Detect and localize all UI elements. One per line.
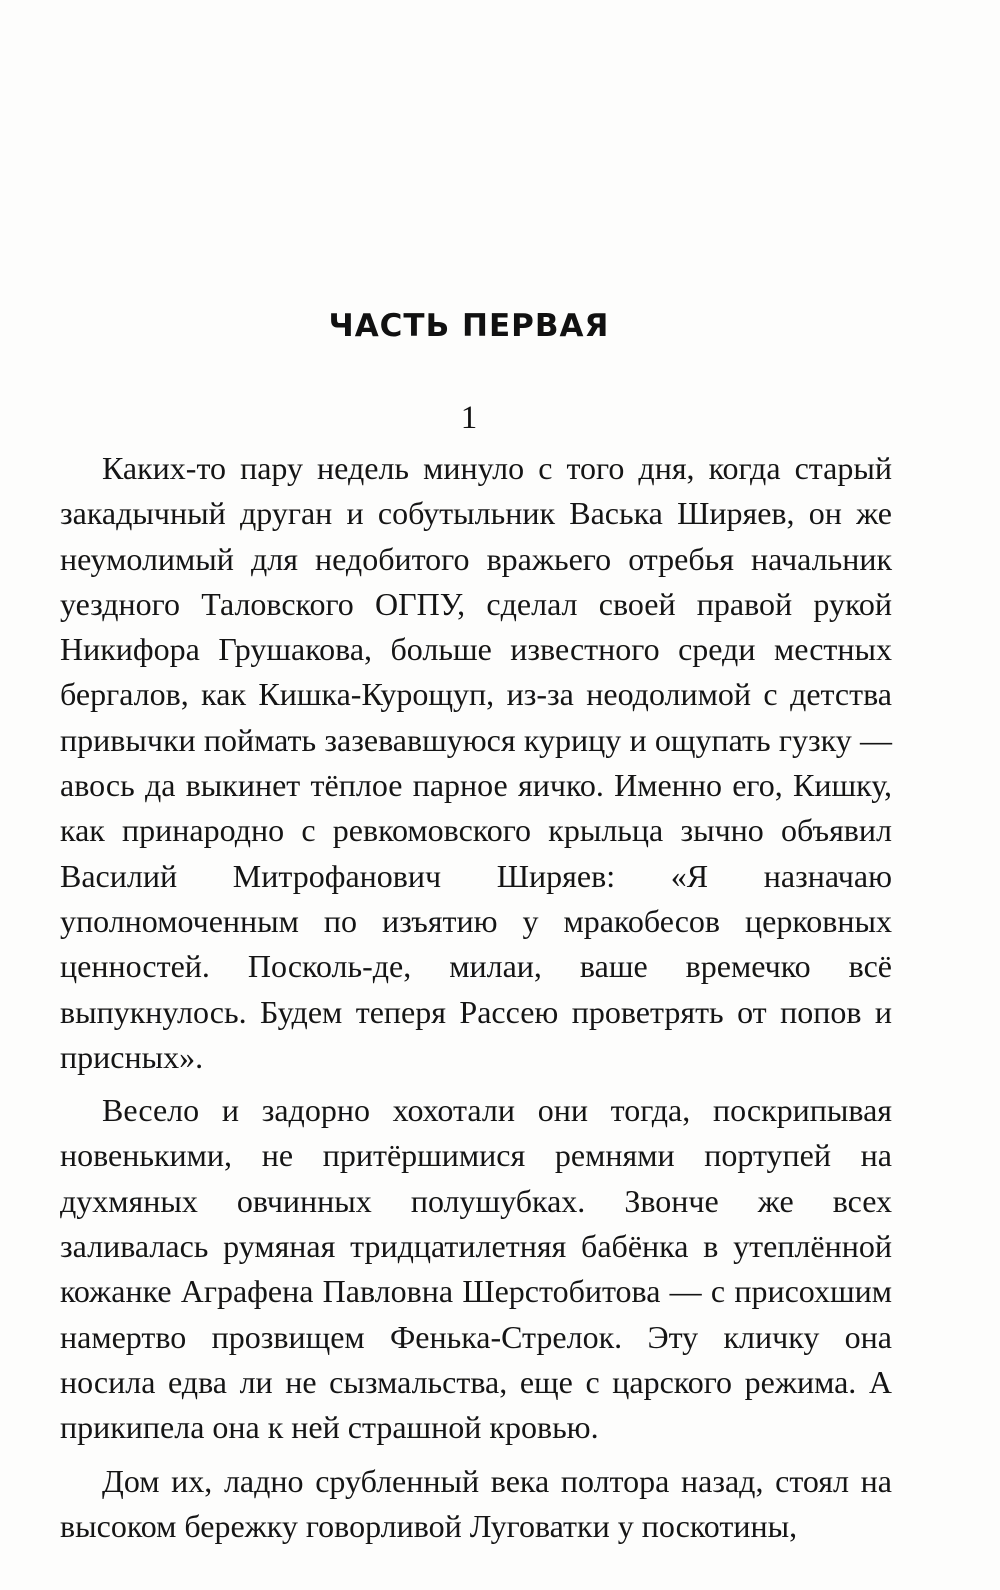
- paragraph-2: Весело и задорно хохотали они тогда, поскрипывая новенькими, не притёршимися ремнями портупей на духмяных овчинных полушубках. Звонче же всех заливалась румяная тридцатилетняя бабёнка в утеплённой кожанке Аграфена Павловна Шерстобитова — с присохшим намертво прозвищем Фенька-Стрелок. Эту кличку она носила едва ли не сызмальства, еще с царского режима. А прикипела она к ней страшной кровью.: [60, 1092, 892, 1446]
- part-title: ЧАСТЬ ПЕРВАЯ: [328, 308, 610, 344]
- body-text: [60, 446, 892, 1549]
- paragraph-1: Каких-то пару недель минуло с того дня, когда старый закадычный друган и собутыльник Васька Ширяев, он же неумолимый для недобитого вражьего отребья начальник уездного Таловского ОГПУ, сделал своей правой рукой Никифора Грушакова, больше известного среди местных бергалов, как Кишка-Курощуп, из-за неодолимой с детства привычки поймать зазевавшуюся курицу и ощупать гузку — авось да выкинет тёплое парное яичко. Именно его, Кишку, как принародно с ревкомовского крыльца зычно объявил Василий Митрофанович Ширяев: «Я назначаю уполномоченным по изъятию у мракобесов церковных ценностей. Посколь-де, милаи, ваше времечко всё выпукнулось. Будем теперя Рассею проветрять от попов и присных».: [60, 450, 892, 1075]
- chapter-number: 1: [460, 400, 478, 436]
- paragraph-3: Дом их, ладно срубленный века полтора назад, стоял на высоком бережку говорливой Луговатки у поскотины,: [60, 1462, 892, 1544]
